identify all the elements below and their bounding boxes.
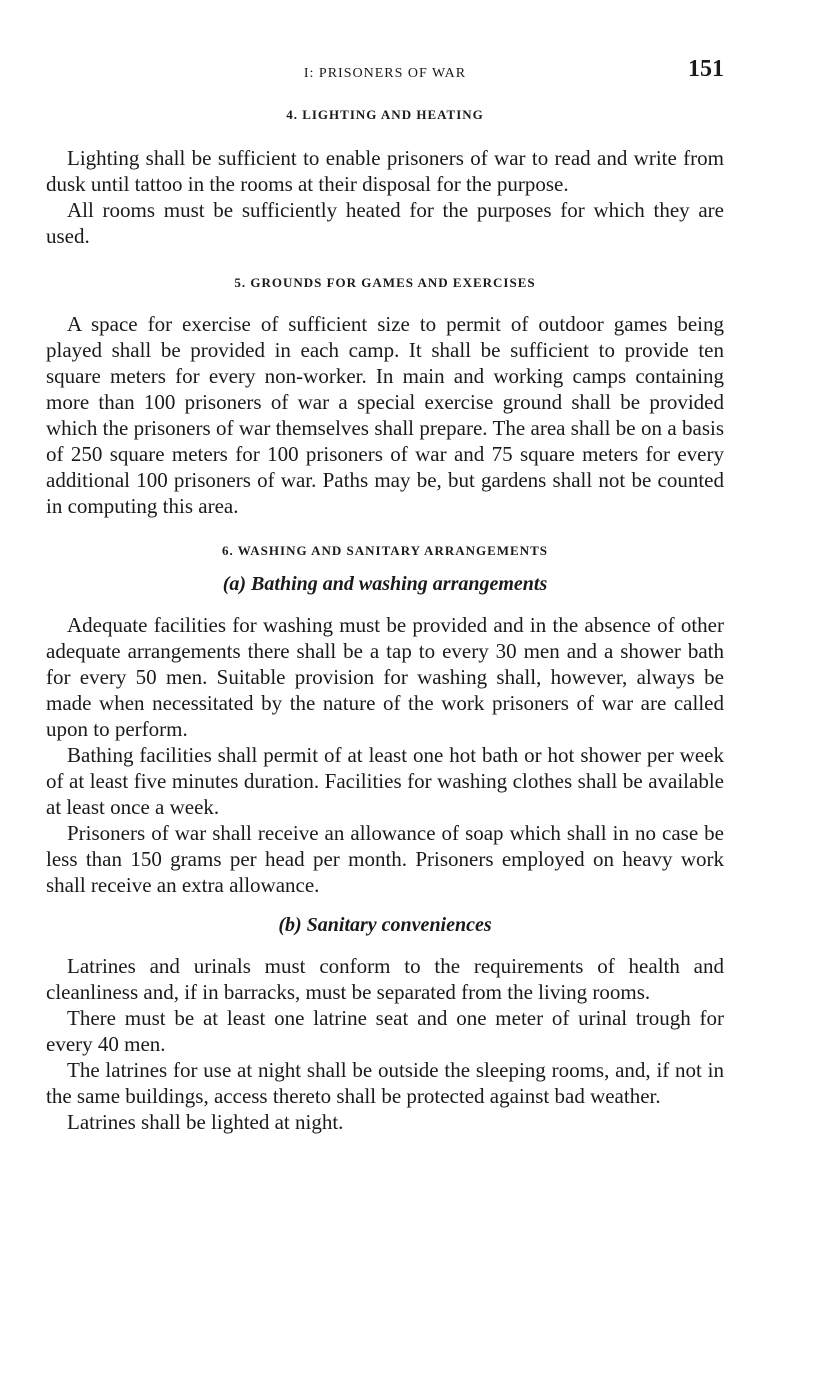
running-head [46, 56, 724, 90]
subsection-heading-sanitary: (b) Sanitary conveniences [278, 914, 492, 936]
book-page [46, 56, 724, 1135]
paragraph: A space for exercise of sufficient size to permit of outdoor games being played shall be provided in each camp. It shall be sufficient to provide ten square meters for every non-worker. In main and working camps containing more than 100 prisoners of war a special exercise ground shall be provided which the prisoners of war themselves shall prepare. The area shall be on a basis of 250 square meters for 100 prisoners of war and 75 square meters for every additional 100 prisoners of war. Paths may be, but gardens shall not be counted in computing this area. [46, 312, 724, 518]
page-number: 151 [688, 56, 724, 82]
section-heading-lighting: 4. LIGHTING AND HEATING [286, 107, 484, 122]
paragraph: There must be at least one latrine seat and one meter of urinal trough for every 40 men. [46, 1006, 724, 1056]
paragraph: Lighting shall be sufficient to enable prisoners of war to read and write from dusk until tattoo in the rooms at their disposal for the purpose. [46, 146, 724, 196]
section-heading-washing: 6. WASHING AND SANITARY ARRANGEMENTS [221, 543, 549, 558]
paragraph: All rooms must be sufficiently heated for the purposes for which they are used. [46, 198, 724, 248]
paragraph: The latrines for use at night shall be outside the sleeping rooms, and, if not in the same buildings, access thereto shall be protected against bad weather. [46, 1058, 724, 1108]
subsection-heading-bathing: (a) Bathing and washing arrangements [222, 573, 548, 595]
section-heading-grounds: 5. GROUNDS FOR GAMES AND EXERCISES [234, 275, 536, 290]
paragraph: Bathing facilities shall permit of at least one hot bath or hot shower per week of at least five minutes duration. Facilities for washing clothes shall be available at least once a week. [46, 743, 724, 819]
running-title: I: PRISONERS OF WAR [303, 66, 467, 81]
paragraph: Adequate facilities for washing must be provided and in the absence of other adequate arrangements there shall be a tap to every 30 men and a shower bath for every 50 men. Suitable provision for washing shall, however, always be made when necessitated by the nature of the work prisoners of war are called upon to perform. [46, 613, 724, 741]
paragraph: Latrines shall be lighted at night. [67, 1110, 344, 1134]
paragraph: Prisoners of war shall receive an allowance of soap which shall in no case be less than 150 grams per head per month. Prisoners employed on heavy work shall receive an extra allowance. [46, 821, 724, 897]
paragraph: Latrines and urinals must conform to the requirements of health and cleanliness and, if in barracks, must be separated from the living rooms. [46, 954, 724, 1004]
